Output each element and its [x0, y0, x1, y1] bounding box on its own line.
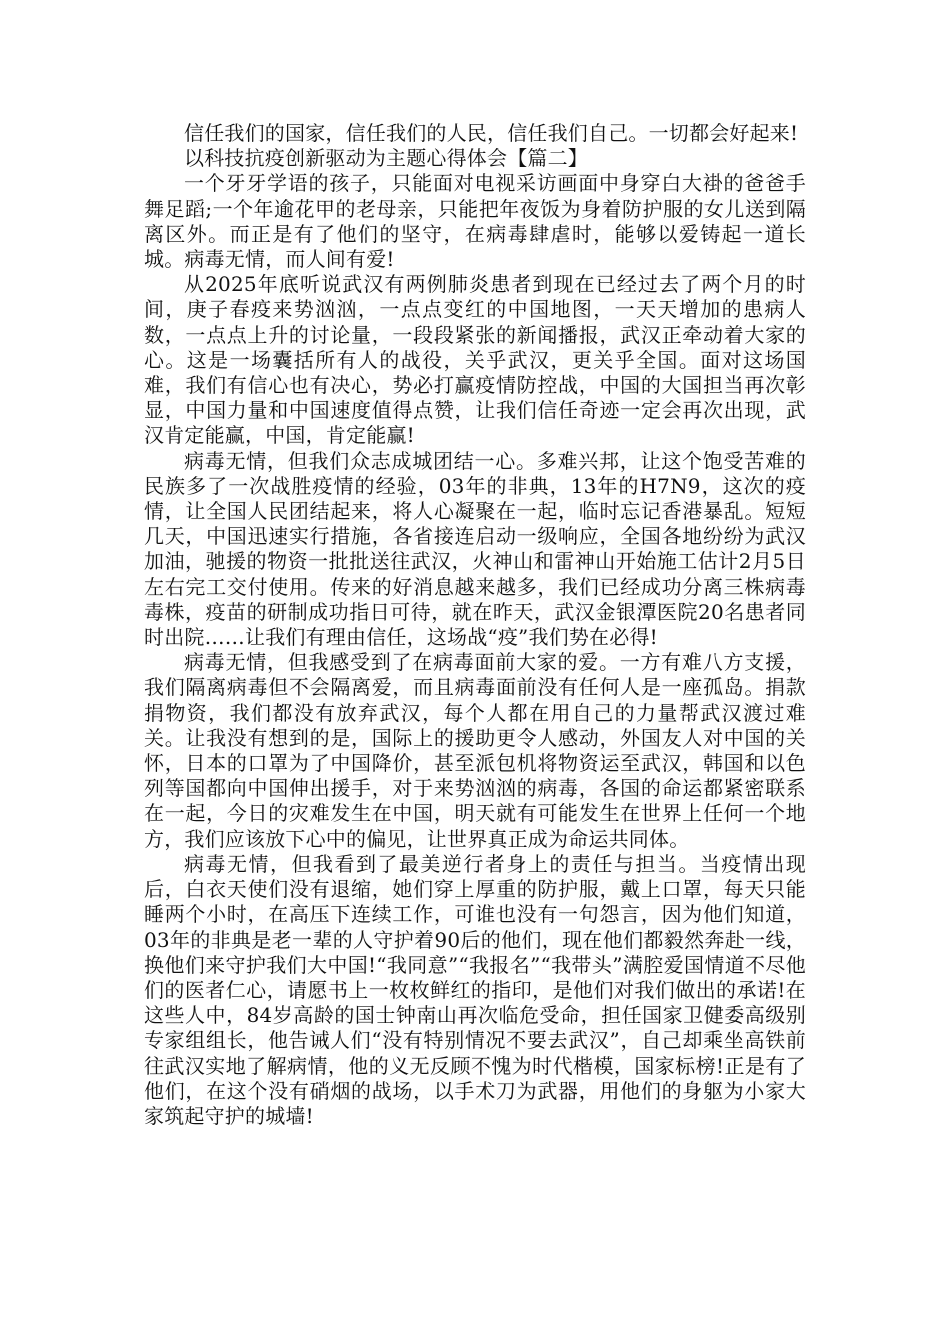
paragraph-united-nation: 病毒无情，但我们众志成城团结一心。多难兴邦，让这个饱受苦难的民族多了一次战胜疫情的经验，03年的非典，13年的H7N9，这次的疫情，让全国人民团结起来，将人心凝聚在一起，临时忘记香港暴乱。短短几天，中国迅速实行措施，各省接连启动一级响应，全国各地纷纷为武汉加油，驰援的物资一批批送往武汉，火神山和雷神山开始施工估计2月5日左右完工交付使用。传来的好消息越来越多，我们已经成功分离三株病毒毒株，疫苗的研制成功指日可待，就在昨天，武汉金银潭医院20名患者同时出院……让我们有理由信任，这场战“疫”我们势在必得!: [144, 448, 806, 650]
paragraph-closing-line: 信任我们的国家，信任我们的人民，信任我们自己。一切都会好起来!: [184, 121, 799, 145]
paragraph-love-and-support: 病毒无情，但我感受到了在病毒面前大家的爱。一方有难八方支援，我们隔离病毒但不会隔离爱，而且病毒面前没有任何人是一座孤岛。捐款捐物资，我们都没有放弃武汉，每个人都在用自己的力量帮武汉渡过难关。让我没有想到的是，国际上的援助更令人感动，外国友人对中国的关怀，日本的口罩为了中国降价，甚至派包机将物资运至武汉，韩国和以色列等国都向中国伸出援手，对于来势汹汹的病毒，各国的命运都紧密联系在一起，今日的灾难发生在中国，明天就有可能发生在世界上任何一个地方，我们应该放下心中的偏见，让世界真正成为命运共同体。: [144, 650, 806, 851]
paragraph-child-and-mother: 一个牙牙学语的孩子，只能面对电视采访画面中身穿白大褂的爸爸手舞足蹈;一个年逾花甲的老母亲，只能把年夜饭为身着防护服的女儿送到隔离区外。而正是有了他们的坚守，在病毒肆虐时，能够以爱铸起一道长城。病毒无情，而人间有爱!: [144, 171, 806, 272]
document-body: [144, 121, 806, 1129]
paragraph-wuhan-outbreak: 从2025年底听说武汉有两例肺炎患者到现在已经过去了两个月的时间，庚子春疫来势汹汹，一点点变红的中国地图，一天天增加的患病人数，一点点上升的讨论量，一段段紧张的新闻播报，武汉正牵动着大家的心。这是一场囊括所有人的战役，关乎武汉，更关乎全国。面对这场国难，我们有信心也有决心，势必打赢疫情防控战，中国的大国担当再次彰显，中国力量和中国速度值得点赞，让我们信任奇迹一定会再次出现，武汉肯定能赢，中国，肯定能赢!: [144, 272, 806, 448]
paragraph-frontline-workers: 病毒无情，但我看到了最美逆行者身上的责任与担当。当疫情出现后，白衣天使们没有退缩，她们穿上厚重的防护服，戴上口罩，每天只能睡两个小时，在高压下连续工作，可谁也没有一句怨言，因为他们知道，03年的非典是老一辈的人守护着90后的他们，现在他们都毅然奔赴一线，换他们来守护我们大中国!“我同意”“我报名”“我带头”满腔爱国情道不尽他们的医者仁心，请愿书上一枚枚鲜红的指印，是他们对我们做出的承诺!在这些人中，84岁高龄的国士钟南山再次临危受命，担任国家卫健委高级别专家组组长，他告诫人们“没有特别情况不要去武汉”，自己却乘坐高铁前往武汉实地了解病情，他的义无反顾不愧为时代楷模，国家标榜!正是有了他们，在这个没有硝烟的战场，以手术刀为武器，用他们的身躯为小家大家筑起守护的城墙!: [144, 851, 806, 1128]
section-heading: 以科技抗疫创新驱动为主题心得体会【篇二】: [184, 146, 588, 171]
